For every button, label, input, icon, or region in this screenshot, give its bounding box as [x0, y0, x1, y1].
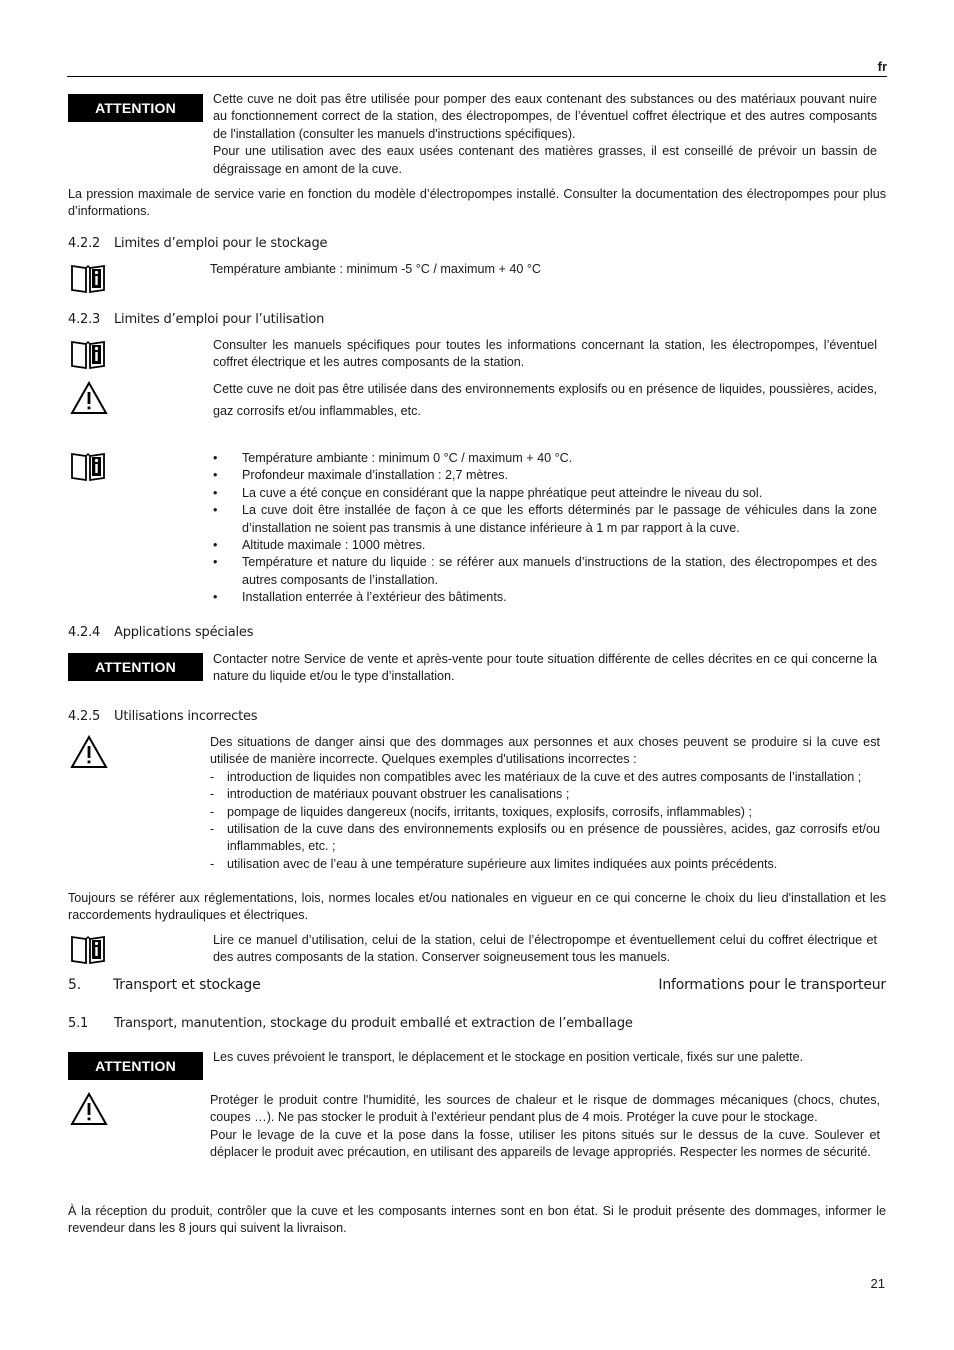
list-item: - utilisation avec de l’eau à une température supérieure aux limites indiquées aux points précédents.: [210, 856, 880, 873]
attention-badge: ATTENTION: [68, 1052, 203, 1080]
attention-paragraph: Cette cuve ne doit pas être utilisée pour pomper des eaux contenant des substances ou des matériaux pouvant nuire au fonctionnement correct de la station, des électropompes, de l’éventuel coffret électrique et des autres composants de l'installation (consulter les manuels d'instructions spécifiques).: [213, 92, 877, 141]
bullet-icon: •: [213, 468, 218, 483]
attention-paragraph: Pour une utilisation avec des eaux usées contenant des matières grasses, il est conseillé de prévoir un bassin de dégraissage en amont de la cuve.: [213, 144, 877, 176]
attention-text-1: [213, 91, 877, 178]
section-heading-4-2-4: [68, 624, 253, 641]
manual-book-icon: [70, 933, 106, 965]
bullet-icon: •: [213, 485, 218, 500]
incorrect-uses-intro: Des situations de danger ainsi que des dommages aux personnes et aux choses peuvent se produire si la cuve est utilisée de manière incorrecte. Quelques exemples d'utilisations incorrectes :: [210, 735, 880, 767]
manual-book-icon: [70, 262, 106, 294]
warning-paragraph: Protéger le produit contre l'humidité, les sources de chaleur et le risque de dommages mécaniques (chocs, chutes, coupes …). Ne pas stocker le produit à l’extérieur pendant plus de 4 mois. Protéger la cuve pour le stockage.: [210, 1093, 880, 1125]
attention-badge: ATTENTION: [68, 94, 203, 122]
warning-triangle-icon: [70, 735, 108, 769]
section-title: Transport, manutention, stockage du produit emballé et extraction de l’emballage: [114, 1016, 633, 1031]
read-manual-text: Lire ce manuel d’utilisation, celui de la station, celui de l’électropompe et éventuellement celui du coffret électrique et des autres composants de la station. Conserver soigneusement tous les manuels.: [213, 933, 877, 965]
dash-marker: -: [210, 804, 215, 819]
section-number: 4.2.3: [68, 312, 101, 327]
section-title: Utilisations incorrectes: [114, 709, 258, 724]
header-rule: [67, 76, 887, 77]
list-item: - introduction de matériaux pouvant obstruer les canalisations ;: [210, 786, 880, 803]
warning-triangle-icon: [70, 381, 108, 415]
section-heading-4-2-3: [68, 311, 324, 328]
bullet-icon: •: [213, 503, 218, 518]
list-item: • Installation enterrée à l’extérieur des bâtiments.: [213, 589, 877, 606]
dash-marker: -: [210, 787, 215, 802]
transport-warning: [210, 1092, 880, 1162]
explosive-warning: Cette cuve ne doit pas être utilisée dans des environnements explosifs ou en présence de liquides, poussières, acides, gaz corrosifs et/ou inflammables, etc.: [213, 382, 877, 418]
incorrect-uses-list: [210, 769, 880, 873]
incorrect-uses-block: [210, 734, 880, 873]
bullet-icon: •: [213, 451, 218, 465]
pressure-paragraph: La pression maximale de service varie en fonction du modèle d’électropompes installé. Consulter la documentation des électropompes pour plus d’informations.: [68, 187, 886, 219]
language-code: fr: [877, 59, 887, 74]
section-number: 4.2.5: [68, 709, 101, 724]
manual-book-icon: [70, 450, 106, 482]
bullet-icon: •: [213, 538, 218, 553]
usage-limits-list: [213, 450, 877, 607]
list-item: • La cuve doit être installée de façon à ce que les efforts déterminés par le passage de véhicules dans la zone d’installation ne soient pas transmis à une distance inférieure à 1 m par rapport à la cuve.: [213, 503, 877, 535]
section-number: 5.1: [68, 1016, 89, 1031]
list-item: - utilisation de la cuve dans des environnements explosifs ou en présence de poussières, acides, gaz corrosifs et/ou inflammables, etc. ;: [210, 822, 880, 854]
chapter-title: Transport et stockage: [113, 977, 261, 993]
transport-attention-text: Les cuves prévoient le transport, le déplacement et le stockage en position verticale, fixés sur une palette.: [213, 1050, 804, 1064]
list-item: - pompage de liquides dangereux (nocifs, irritants, toxiques, explosifs, corrosifs, inflammables) ;: [210, 804, 880, 821]
warning-paragraph: Pour le levage de la cuve et la pose dans la fosse, utiliser les pitons situés sur le dessus de la cuve. Soulever et déplacer le produit avec précaution, en utilisant des appareils de levage appropriés. Respecter les normes de sécurité.: [210, 1127, 880, 1160]
list-item: • Profondeur maximale d’installation : 2,7 mètres.: [213, 467, 877, 484]
chapter-heading-5: [68, 977, 260, 994]
dash-marker: -: [210, 769, 215, 784]
attention-badge: ATTENTION: [68, 653, 203, 681]
section-heading-5-1: [68, 1015, 633, 1032]
section-title: Limites d’emploi pour le stockage: [114, 236, 328, 251]
warning-triangle-icon: [70, 1092, 108, 1126]
list-item: • Température ambiante : minimum 0 °C / maximum + 40 °C.: [213, 450, 877, 467]
bullet-icon: •: [213, 555, 218, 570]
reception-paragraph: À la réception du produit, contrôler que la cuve et les composants internes sont en bon état. Si le produit présente des dommages, informer le revendeur dans les 8 jours qui suivent la livraison.: [68, 1204, 886, 1236]
regulations-paragraph: Toujours se référer aux réglementations, lois, normes locales et/ou nationales en vigueur en ce qui concerne le choix du lieu d'installation et les raccordements hydrauliques et électriques.: [68, 891, 886, 923]
chapter-audience: Informations pour le transporteur: [658, 977, 886, 993]
section-heading-4-2-2: [68, 235, 327, 252]
page-number: 21: [870, 1276, 885, 1291]
section-title: Applications spéciales: [114, 625, 254, 640]
dash-marker: -: [210, 822, 215, 837]
section-number: 4.2.4: [68, 625, 101, 640]
manual-book-icon: [70, 338, 106, 370]
manuals-paragraph: Consulter les manuels spécifiques pour toutes les informations concernant la station, les électropompes, l’éventuel coffret électrique et les autres composants de la station.: [213, 338, 877, 370]
dash-marker: -: [210, 856, 215, 871]
storage-temperature: Température ambiante : minimum -5 °C / maximum + 40 °C: [210, 262, 541, 276]
chapter-number: 5.: [68, 977, 81, 993]
special-applications-text: Contacter notre Service de vente et après-vente pour toute situation différente de celles décrites en ce qui concerne la nature du liquide et/ou le type d’installation.: [213, 652, 877, 684]
list-item: - introduction de liquides non compatibles avec les matériaux de la cuve et des autres composants de l’installation ;: [210, 769, 880, 786]
section-title: Limites d’emploi pour l’utilisation: [114, 312, 325, 327]
list-item: • Altitude maximale : 1000 mètres.: [213, 537, 877, 554]
list-item: • Température et nature du liquide : se référer aux manuels d’instructions de la station, des électropompes et des autres composants de l’installation.: [213, 555, 877, 587]
bullet-icon: •: [213, 590, 218, 605]
section-heading-4-2-5: [68, 708, 257, 725]
section-number: 4.2.2: [68, 236, 101, 251]
list-item: • La cuve a été conçue en considérant que la nappe phréatique peut atteindre le niveau du sol.: [213, 485, 877, 502]
